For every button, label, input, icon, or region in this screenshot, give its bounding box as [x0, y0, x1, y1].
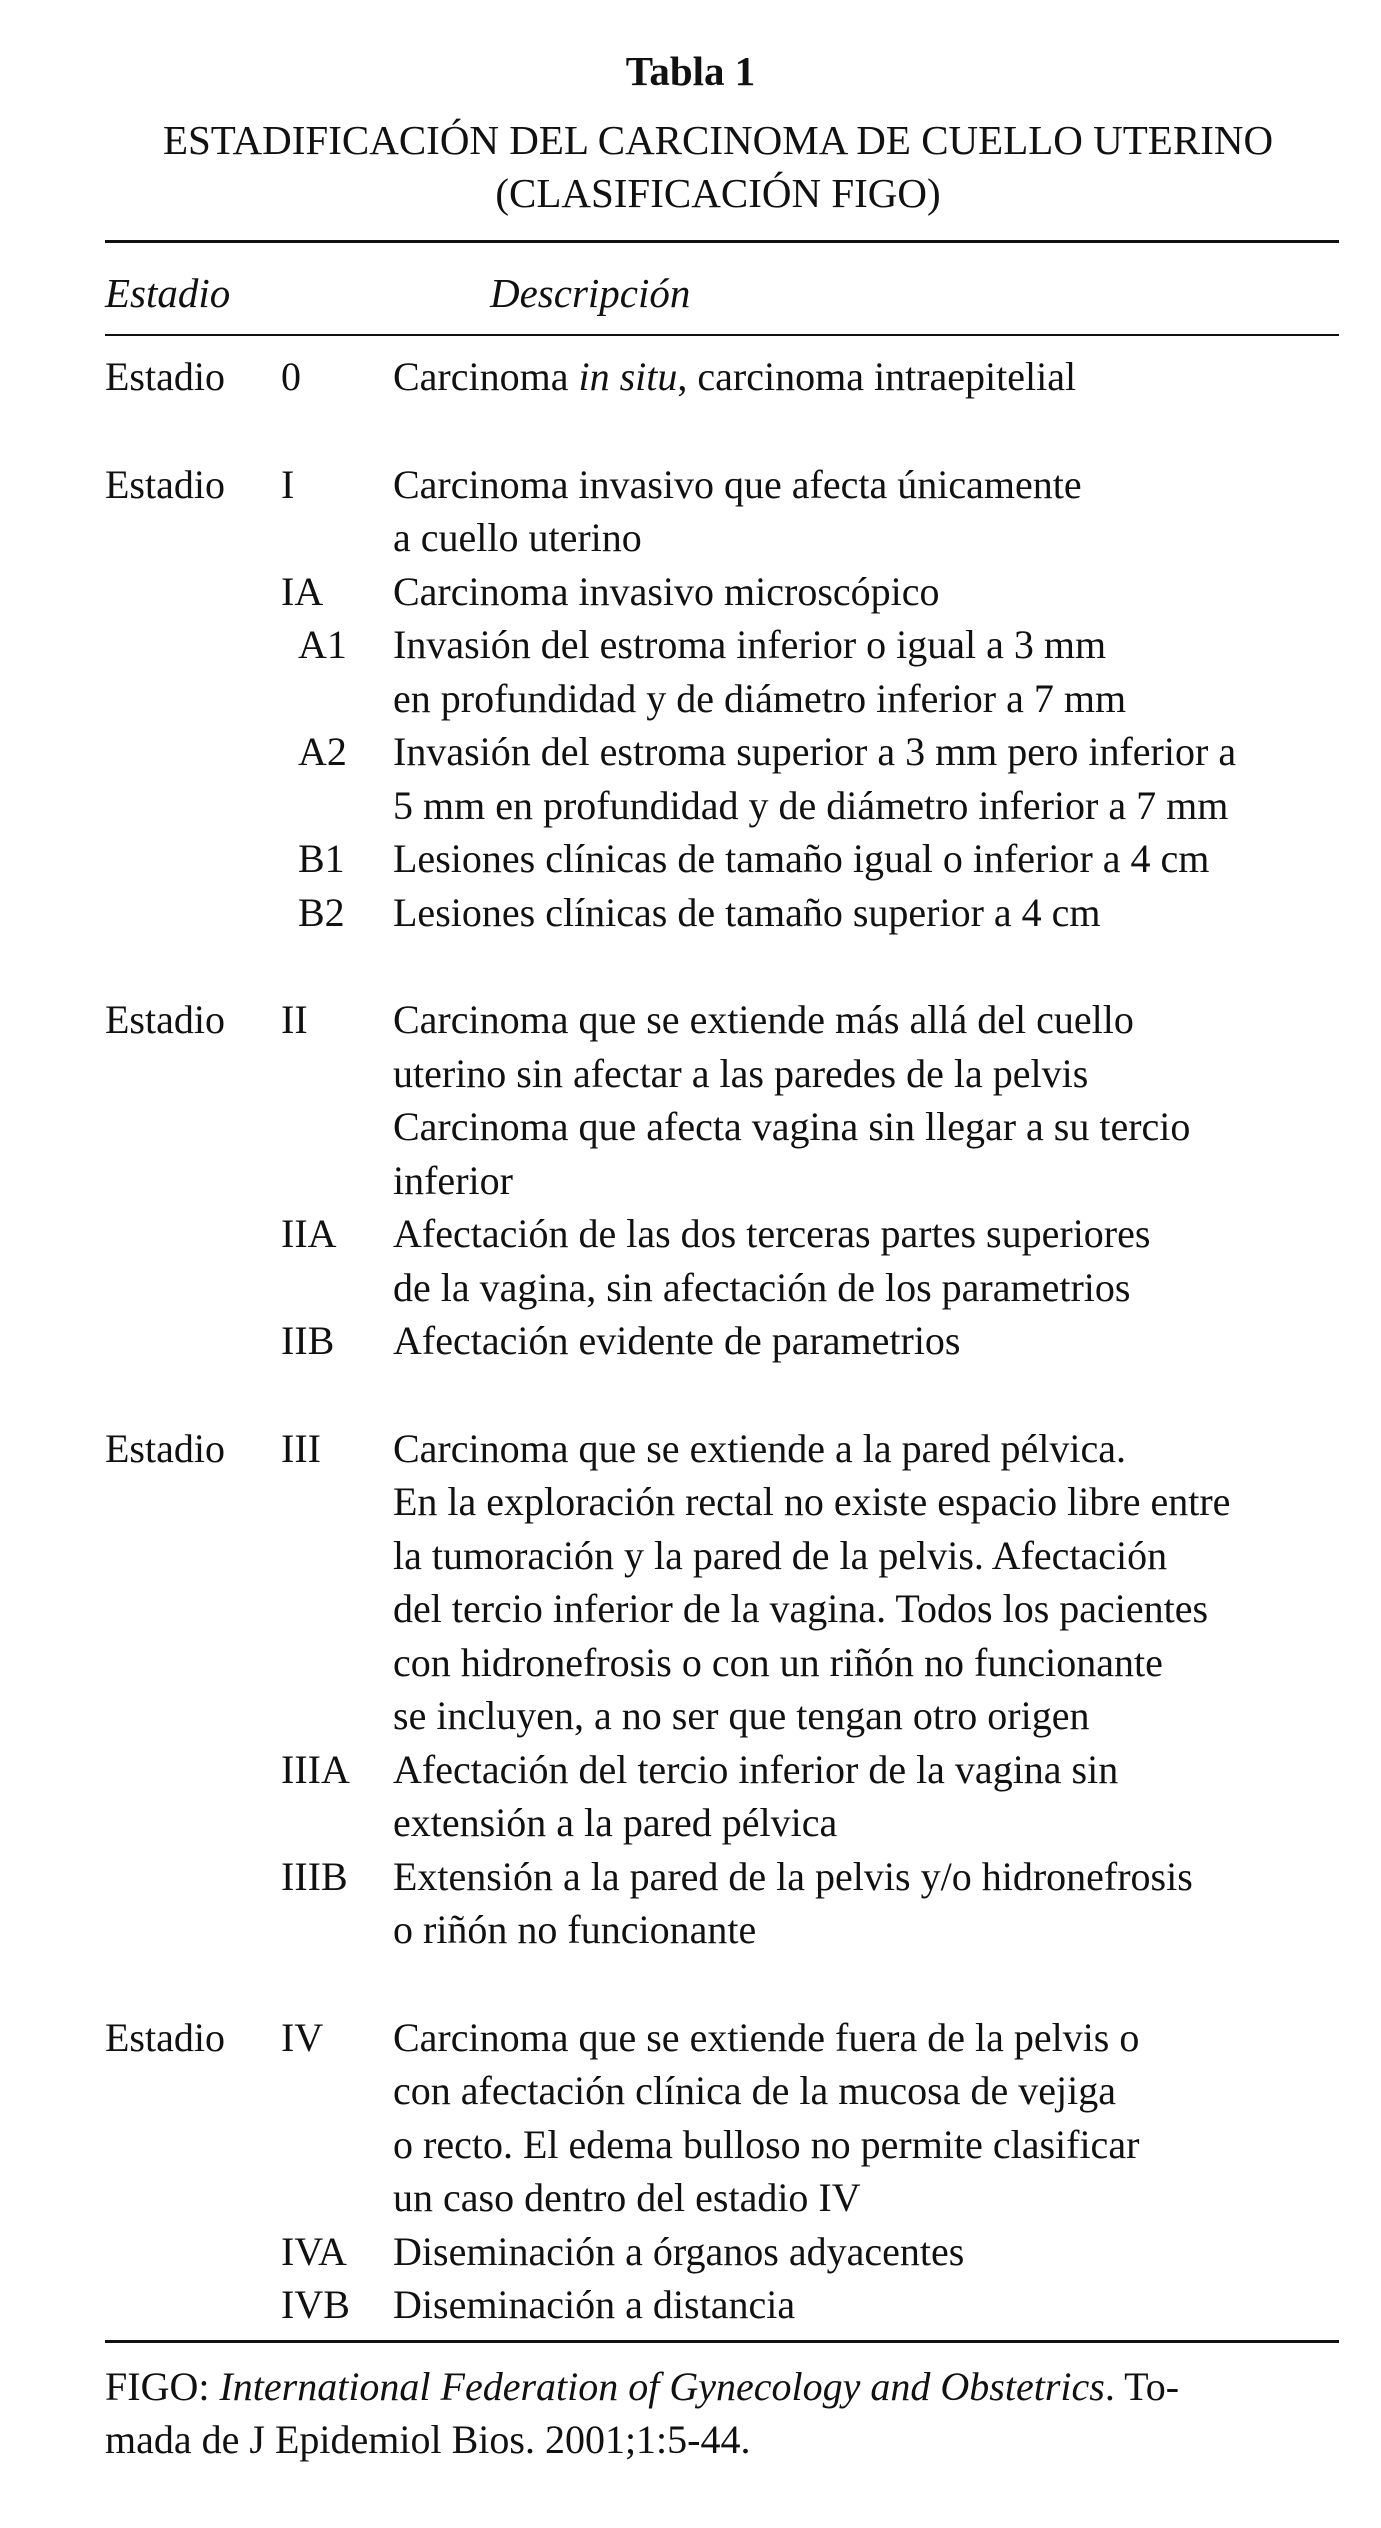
substage-code: B1	[298, 836, 345, 881]
stage-3-section	[105, 1422, 1345, 1957]
table-row	[105, 2225, 1345, 2279]
column-header-description: Descripción	[490, 270, 691, 316]
substage-description	[393, 565, 1345, 619]
stage-code: I	[281, 461, 295, 507]
desc-text: , carcinoma intraepitelial	[677, 354, 1077, 399]
desc-line: Afectación evidente de parametrios	[393, 1318, 961, 1363]
column-header-stage: Estadio	[105, 270, 231, 316]
desc-line: un caso dentro del estadio IV	[393, 2175, 861, 2220]
desc-line: Extensión a la pared de la pelvis y/o hidronefrosis	[393, 1853, 1193, 1899]
stage-description	[393, 1422, 1345, 1743]
desc-line: Invasión del estroma superior a 3 mm pero inferior a	[393, 729, 1237, 774]
stage-code: III	[281, 1425, 321, 1471]
table-row	[105, 886, 1345, 940]
table-row	[105, 618, 1345, 725]
substage-description	[393, 1314, 1345, 1368]
table-row	[105, 993, 1345, 1207]
desc-line: inferior	[393, 1157, 513, 1203]
stage-label: Estadio	[105, 354, 225, 399]
substage-description	[393, 2225, 1345, 2279]
stage-label: Estadio	[105, 1425, 225, 1471]
desc-line: Carcinoma que se extiende más allá del cuello	[393, 997, 1134, 1042]
desc-line: o recto. El edema bulloso no permite clasificar	[393, 2121, 1140, 2167]
desc-line: a cuello uterino	[393, 515, 642, 560]
table-row	[105, 725, 1345, 832]
table-row	[105, 1207, 1345, 1314]
substage-description	[393, 1743, 1345, 1850]
desc-line: Diseminación a distancia	[393, 2282, 796, 2327]
subtitle-line-1: ESTADIFICACIÓN DEL CARCINOMA DE CUELLO UTERINO	[162, 117, 1274, 163]
stage-description	[393, 2011, 1345, 2225]
footnote-prefix: FIGO:	[105, 2364, 220, 2409]
footnote-suffix: . To-	[1104, 2364, 1180, 2409]
desc-line: Afectación de las dos terceras partes superiores	[393, 1211, 1151, 1256]
desc-line: Carcinoma invasivo microscópico	[393, 568, 940, 614]
table-title: Tabla 1	[625, 48, 756, 94]
stage-description	[393, 993, 1345, 1207]
substage-description	[393, 618, 1345, 725]
desc-line: Carcinoma que se extiende fuera de la pelvis o	[393, 2014, 1140, 2060]
substage-code: IIIA	[281, 1746, 350, 1792]
substage-code: IA	[281, 568, 324, 614]
table-body	[105, 350, 1345, 2332]
desc-line: la tumoración y la pared de la pelvis. Afectación	[393, 1532, 1168, 1578]
desc-line: Afectación del tercio inferior de la vagina sin	[393, 1746, 1119, 1792]
substage-code: IIB	[281, 1318, 335, 1363]
desc-line: En la exploración rectal no existe espacio libre entre	[393, 1479, 1231, 1524]
desc-text: Carcinoma	[393, 354, 579, 399]
substage-code: A2	[298, 729, 347, 774]
table-row	[105, 458, 1345, 565]
stage-code: 0	[281, 354, 301, 399]
substage-code: IVA	[281, 2228, 347, 2274]
table-row	[105, 832, 1345, 886]
desc-line: Carcinoma que se extiende a la pared pélvica.	[393, 1425, 1126, 1471]
table-row	[105, 565, 1345, 619]
substage-description	[393, 886, 1345, 940]
desc-line: se incluyen, a no ser que tengan otro origen	[393, 1693, 1090, 1738]
table-row	[105, 1314, 1345, 1368]
stage-2-section	[105, 993, 1345, 1368]
substage-description	[393, 2278, 1345, 2332]
table-subtitle	[98, 114, 1338, 220]
desc-line: Carcinoma que afecta vagina sin llegar a su tercio	[393, 1104, 1191, 1149]
substage-code: IVB	[281, 2282, 350, 2327]
footnote-italic: International Federation of Gynecology and Obstetrics	[219, 2364, 1105, 2409]
desc-line: con hidronefrosis o con un riñón no funcionante	[393, 1639, 1163, 1685]
header-rule	[105, 334, 1339, 336]
footnote-line-2: mada de J Epidemiol Bios. 2001;1:5-44.	[105, 2417, 751, 2462]
desc-line: o riñón no funcionante	[393, 1907, 757, 1952]
desc-line: Lesiones clínicas de tamaño superior a 4 cm	[393, 889, 1101, 935]
table-row	[105, 2278, 1345, 2332]
stage-4-section	[105, 2011, 1345, 2332]
desc-line: Invasión del estroma inferior o igual a 3 mm	[393, 622, 1107, 667]
stage-description	[393, 350, 1345, 404]
desc-line: en profundidad y de diámetro inferior a 7 mm	[393, 675, 1127, 721]
table-row	[105, 1422, 1345, 1743]
substage-description	[393, 1850, 1345, 1957]
table-row	[105, 1743, 1345, 1850]
desc-line: Carcinoma invasivo que afecta únicamente	[393, 461, 1082, 507]
desc-line: con afectación clínica de la mucosa de vejiga	[393, 2068, 1116, 2113]
substage-description	[393, 832, 1345, 886]
desc-line: de la vagina, sin afectación de los parametrios	[393, 1264, 1131, 1310]
table-row	[105, 2011, 1345, 2225]
bottom-rule	[105, 2340, 1339, 2343]
stage-label: Estadio	[105, 461, 225, 507]
substage-description	[393, 1207, 1345, 1314]
desc-line: del tercio inferior de la vagina. Todos los pacientes	[393, 1586, 1209, 1631]
table-row	[105, 350, 1345, 404]
stage-code: IV	[281, 2014, 324, 2060]
table-footnote	[105, 2360, 1345, 2466]
desc-line: 5 mm en profundidad y de diámetro inferior a 7 mm	[393, 782, 1229, 828]
desc-line: extensión a la pared pélvica	[393, 1800, 838, 1845]
stage-code: II	[281, 997, 308, 1042]
subtitle-line-2: (CLASIFICACIÓN FIGO)	[495, 170, 941, 216]
desc-line: Lesiones clínicas de tamaño igual o inferior a 4 cm	[393, 836, 1210, 881]
stage-label: Estadio	[105, 997, 225, 1042]
stage-description	[393, 458, 1345, 565]
table-row	[105, 1850, 1345, 1957]
stage-label: Estadio	[105, 2014, 225, 2060]
desc-line: uterino sin afectar a las paredes de la pelvis	[393, 1050, 1089, 1096]
substage-code: B2	[298, 889, 345, 935]
substage-code: IIIB	[281, 1853, 348, 1899]
desc-italic-text: in situ	[578, 354, 678, 399]
top-rule	[105, 240, 1339, 243]
desc-line: Diseminación a órganos adyacentes	[393, 2228, 965, 2274]
substage-code: A1	[298, 622, 347, 667]
stage-0-section	[105, 350, 1345, 404]
substage-description	[393, 725, 1345, 832]
substage-code: IIA	[281, 1211, 337, 1256]
stage-1-section	[105, 458, 1345, 940]
